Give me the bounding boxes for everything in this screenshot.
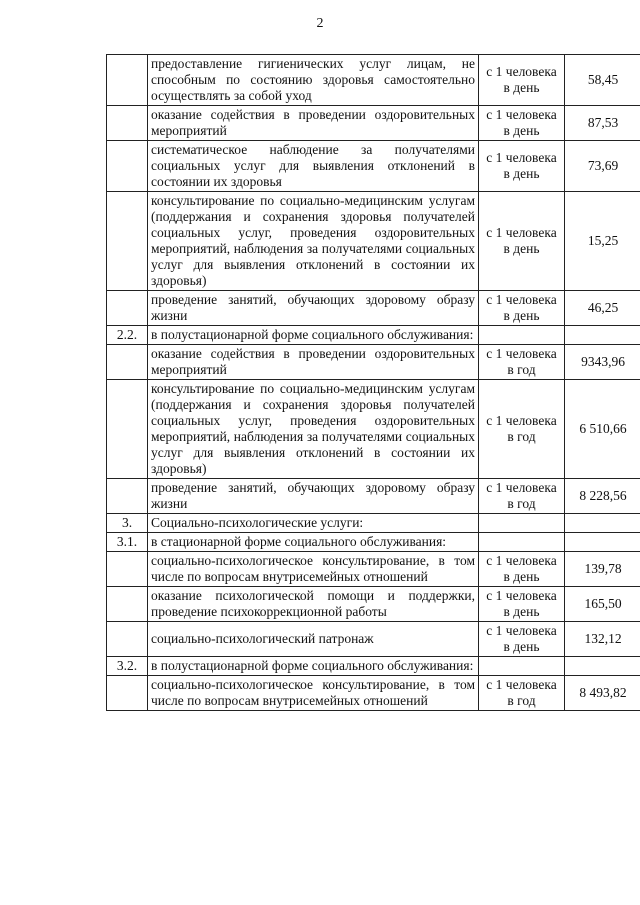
service-name-cell: в полустационарной форме социального обслуживания: [148, 326, 479, 345]
row-number-cell [107, 587, 148, 622]
table-row [107, 192, 640, 291]
unit-cell [479, 514, 565, 533]
price-cell: 139,78 [565, 552, 640, 587]
unit-cell: с 1 человека в год [479, 380, 565, 479]
unit-cell: с 1 человека в год [479, 676, 565, 711]
price-cell: 8 493,82 [565, 676, 640, 711]
price-cell: 46,25 [565, 291, 640, 326]
table-row [107, 514, 640, 533]
unit-cell: с 1 человека в год [479, 345, 565, 380]
service-name-cell: социально-психологическое консультирование, в том числе по вопросам внутрисемейных отношений [148, 676, 479, 711]
row-number-cell [107, 291, 148, 326]
unit-cell [479, 326, 565, 345]
row-number-cell: 2.2. [107, 326, 148, 345]
table-row [107, 141, 640, 192]
price-cell [565, 514, 640, 533]
table-body [107, 55, 640, 711]
row-number-cell [107, 106, 148, 141]
price-cell: 87,53 [565, 106, 640, 141]
service-name-cell: консультирование по социально-медицинским услугам (поддержания и сохранения здоровья получателей социальных услуг, проведения оздоровительных мероприятий, наблюдения за получателями социальных услуг для выявления отклонений в состоянии их здоровья) [148, 192, 479, 291]
row-number-cell: 3. [107, 514, 148, 533]
price-cell: 58,45 [565, 55, 640, 106]
services-price-table [106, 54, 640, 711]
table-row [107, 587, 640, 622]
service-name-cell: оказание психологической помощи и поддержки, проведение психокоррекционной работы [148, 587, 479, 622]
unit-cell: с 1 человека в день [479, 622, 565, 657]
price-cell: 165,50 [565, 587, 640, 622]
table-row [107, 479, 640, 514]
table-row [107, 380, 640, 479]
table-row [107, 676, 640, 711]
row-number-cell [107, 622, 148, 657]
service-name-cell: в полустационарной форме социального обслуживания: [148, 657, 479, 676]
row-number-cell [107, 345, 148, 380]
unit-cell: с 1 человека в год [479, 479, 565, 514]
service-name-cell: систематическое наблюдение за получателями социальных услуг для выявления отклонений в состоянии их здоровья [148, 141, 479, 192]
price-cell [565, 533, 640, 552]
unit-cell [479, 657, 565, 676]
table-row [107, 106, 640, 141]
price-cell: 9343,96 [565, 345, 640, 380]
row-number-cell [107, 479, 148, 514]
service-name-cell: оказание содействия в проведении оздоровительных мероприятий [148, 345, 479, 380]
row-number-cell [107, 380, 148, 479]
unit-cell: с 1 человека в день [479, 106, 565, 141]
table-row [107, 657, 640, 676]
table-row [107, 345, 640, 380]
row-number-cell [107, 552, 148, 587]
service-name-cell: оказание содействия в проведении оздоровительных мероприятий [148, 106, 479, 141]
service-name-cell: проведение занятий, обучающих здоровому образу жизни [148, 479, 479, 514]
table-row [107, 55, 640, 106]
row-number-cell [107, 192, 148, 291]
table-row [107, 552, 640, 587]
price-cell [565, 657, 640, 676]
unit-cell: с 1 человека в день [479, 587, 565, 622]
price-cell: 132,12 [565, 622, 640, 657]
row-number-cell [107, 676, 148, 711]
service-name-cell: предоставление гигиенических услуг лицам, не способным по состоянию здоровья самостоятельно осуществлять за собой уход [148, 55, 479, 106]
price-cell [565, 326, 640, 345]
service-name-cell: социально-психологическое консультирование, в том числе по вопросам внутрисемейных отношений [148, 552, 479, 587]
unit-cell: с 1 человека в день [479, 552, 565, 587]
service-name-cell: Социально-психологические услуги: [148, 514, 479, 533]
price-cell: 6 510,66 [565, 380, 640, 479]
table-row [107, 291, 640, 326]
row-number-cell: 3.2. [107, 657, 148, 676]
table-row [107, 622, 640, 657]
table-row [107, 326, 640, 345]
service-name-cell: в стационарной форме социального обслуживания: [148, 533, 479, 552]
service-name-cell: консультирование по социально-медицинским услугам (поддержания и сохранения здоровья получателей социальных услуг, проведения оздоровительных мероприятий, наблюдения за получателями социальных услуг для выявления отклонений в состоянии их здоровья) [148, 380, 479, 479]
unit-cell: с 1 человека в день [479, 192, 565, 291]
service-name-cell: проведение занятий, обучающих здоровому образу жизни [148, 291, 479, 326]
row-number-cell: 3.1. [107, 533, 148, 552]
row-number-cell [107, 141, 148, 192]
unit-cell: с 1 человека в день [479, 55, 565, 106]
price-cell: 15,25 [565, 192, 640, 291]
unit-cell: с 1 человека в день [479, 141, 565, 192]
service-name-cell: социально-психологический патронаж [148, 622, 479, 657]
unit-cell: с 1 человека в день [479, 291, 565, 326]
price-cell: 73,69 [565, 141, 640, 192]
row-number-cell [107, 55, 148, 106]
price-cell: 8 228,56 [565, 479, 640, 514]
page-number: 2 [316, 16, 324, 31]
table-row [107, 533, 640, 552]
unit-cell [479, 533, 565, 552]
